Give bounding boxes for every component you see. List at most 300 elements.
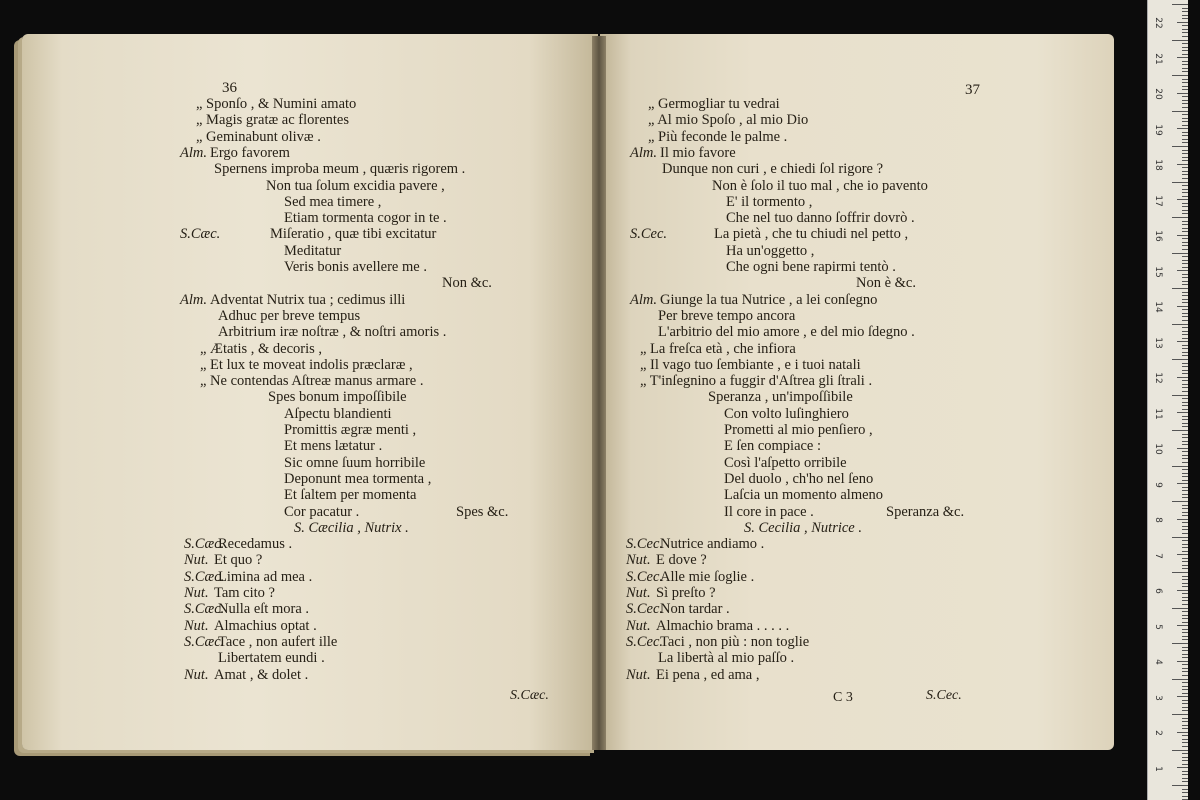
ruler-tick	[1182, 451, 1188, 452]
ruler-tick	[1172, 572, 1188, 573]
ruler-tick	[1182, 547, 1188, 548]
ruler-tick	[1182, 611, 1188, 612]
ruler-tick	[1182, 313, 1188, 314]
speaker-label: Alm.	[180, 144, 207, 161]
ruler-tick	[1182, 68, 1188, 69]
text-line: „ Il vago tuo ſembiante , e i tuoi natali	[640, 356, 861, 373]
text-line: Deponunt mea tormenta ,	[284, 470, 432, 487]
ruler-tick	[1182, 508, 1188, 509]
ruler-tick	[1182, 512, 1188, 513]
ruler-tick	[1182, 437, 1188, 438]
ruler-tick	[1182, 707, 1188, 708]
page-number: 36	[222, 80, 237, 96]
ruler-tick	[1182, 647, 1188, 648]
ruler-tick	[1182, 551, 1188, 552]
ruler-tick	[1172, 750, 1188, 751]
ruler-tick	[1182, 160, 1188, 161]
ruler-tick	[1177, 696, 1188, 697]
ruler-label: 19	[1153, 123, 1163, 136]
speaker-label: Nut.	[184, 617, 209, 634]
ruler-tick	[1182, 18, 1188, 19]
text-line: „ Geminabunt olivæ .	[196, 128, 321, 145]
ruler-tick	[1182, 654, 1188, 655]
ruler-label: 15	[1153, 265, 1163, 278]
page-number: 37	[965, 82, 980, 98]
text-line: Meditatur	[284, 242, 342, 259]
text-line: Alle mie ſoglie .	[660, 568, 755, 585]
text-line: „ T'inſegnino a fuggir d'Aſtrea gli ſtrali .	[640, 373, 873, 390]
ruler-tick	[1182, 689, 1188, 690]
text-line: La pietà , che tu chiudi nel petto ,	[714, 226, 909, 243]
text-line: „ Sponſo , & Numini amato	[196, 96, 357, 112]
ruler-tick	[1182, 64, 1188, 65]
ruler-tick	[1182, 458, 1188, 459]
ruler-tick	[1182, 774, 1188, 775]
ruler-tick	[1182, 242, 1188, 243]
ruler-tick	[1182, 671, 1188, 672]
ruler-tick	[1172, 679, 1188, 680]
ruler-tick	[1182, 426, 1188, 427]
catchword: S.Cec.	[926, 688, 962, 703]
ruler-tick	[1182, 615, 1188, 616]
speaker-label: S.Cec.	[630, 226, 668, 243]
ruler-tick	[1182, 213, 1188, 214]
ruler-tick	[1177, 625, 1188, 626]
ruler-tick	[1172, 288, 1188, 289]
ruler-tick	[1182, 135, 1188, 136]
text-line: E dove ?	[656, 552, 707, 569]
ruler-tick	[1172, 466, 1188, 467]
ruler-tick	[1172, 253, 1188, 254]
ruler-tick	[1182, 118, 1188, 119]
ruler-tick	[1182, 416, 1188, 417]
ruler-tick	[1182, 529, 1188, 530]
ruler-tick	[1182, 25, 1188, 26]
ruler-tick	[1177, 270, 1188, 271]
ruler-tick	[1172, 537, 1188, 538]
ruler-label: 20	[1153, 88, 1163, 100]
ruler-tick	[1182, 89, 1188, 90]
ruler-tick	[1182, 544, 1188, 545]
ruler-tick	[1182, 100, 1188, 101]
text-line: Giunge la tua Nutrice , a lei conſegno	[660, 291, 878, 308]
ruler-tick	[1182, 86, 1188, 87]
refrain-cue: Speranza &c.	[886, 503, 965, 520]
text-line: Non tua ſolum excidia pavere ,	[266, 177, 445, 194]
ruler-tick	[1182, 384, 1188, 385]
ruler-tick	[1182, 54, 1188, 55]
ruler-tick	[1182, 96, 1188, 97]
ruler-tick	[1172, 395, 1188, 396]
text-line: Promittis ægræ menti ,	[284, 422, 417, 438]
speaker-label: Alm.	[630, 144, 657, 161]
ruler-tick	[1182, 604, 1188, 605]
ruler-tick	[1182, 29, 1188, 30]
ruler-tick	[1172, 430, 1188, 431]
ruler-tick	[1182, 15, 1188, 16]
text-line: Così l'aſpetto orribile	[724, 454, 847, 471]
ruler-tick	[1182, 284, 1188, 285]
text-line: Cor pacatur .	[284, 503, 360, 520]
signature-mark: C 3	[833, 690, 853, 705]
ruler-tick	[1182, 568, 1188, 569]
text-line: Dunque non curi , e chiedi ſol rigore ?	[662, 161, 884, 178]
ruler-tick	[1182, 121, 1188, 122]
ruler-tick	[1182, 739, 1188, 740]
text-line: L'arbitrio del mio amore , e del mio ſdegno .	[658, 324, 915, 341]
ruler-tick	[1182, 565, 1188, 566]
ruler-tick	[1172, 643, 1188, 644]
ruler-label: 6	[1153, 588, 1163, 594]
ruler-tick	[1177, 199, 1188, 200]
ruler-tick	[1182, 639, 1188, 640]
ruler-tick	[1182, 533, 1188, 534]
ruler-tick	[1182, 260, 1188, 261]
speaker-label: Alm.	[180, 291, 207, 308]
ruler-tick	[1182, 203, 1188, 204]
ruler-tick	[1182, 292, 1188, 293]
left-page	[22, 34, 598, 750]
ruler-tick	[1182, 792, 1188, 793]
ruler-tick	[1182, 185, 1188, 186]
text-line: S. Cæcilia , Nutrix .	[294, 519, 409, 536]
ruler-tick	[1182, 494, 1188, 495]
ruler-label: 7	[1153, 552, 1163, 559]
ruler-tick	[1182, 309, 1188, 310]
ruler-tick	[1182, 710, 1188, 711]
speaker-label: S.Cæc.	[184, 601, 225, 618]
speaker-label: Alm.	[630, 291, 657, 308]
speaker-label: Nut.	[184, 666, 209, 683]
ruler-tick	[1182, 497, 1188, 498]
ruler-tick	[1182, 781, 1188, 782]
ruler-tick	[1182, 398, 1188, 399]
ruler-tick	[1182, 725, 1188, 726]
ruler-label: 3	[1153, 694, 1163, 701]
ruler-tick	[1182, 757, 1188, 758]
text-line: „ Germogliar tu vedrai	[648, 96, 780, 112]
text-line: Che nel tuo danno ſoffrir dovrò .	[726, 210, 915, 227]
ruler-tick	[1182, 778, 1188, 779]
ruler-tick	[1172, 40, 1188, 41]
text-line: Per breve tempo ancora	[658, 307, 796, 324]
text-line: Amat , & dolet .	[214, 666, 309, 683]
ruler-tick	[1182, 576, 1188, 577]
ruler-tick	[1182, 600, 1188, 601]
ruler-tick	[1182, 522, 1188, 523]
ruler-tick	[1182, 345, 1188, 346]
ruler-tick	[1172, 217, 1188, 218]
ruler-tick	[1182, 622, 1188, 623]
ruler-tick	[1172, 146, 1188, 147]
ruler-label: 14	[1153, 301, 1163, 313]
text-line: Nutrice andiamo .	[660, 536, 765, 553]
text-line: Adventat Nutrix tua ; cedimus illi	[210, 291, 406, 308]
ruler-tick	[1182, 221, 1188, 222]
ruler-tick	[1182, 125, 1188, 126]
ruler-tick	[1182, 139, 1188, 140]
ruler-tick	[1172, 182, 1188, 183]
ruler-tick	[1177, 554, 1188, 555]
ruler-tick	[1182, 249, 1188, 250]
ruler-tick	[1182, 593, 1188, 594]
ruler-tick	[1182, 693, 1188, 694]
speaker-label: S.Cec.	[626, 601, 664, 618]
ruler-tick	[1182, 334, 1188, 335]
speaker-label: S.Cæc.	[184, 633, 225, 650]
speaker-label: S.Cec.	[626, 633, 664, 650]
text-line: Del duolo , ch'ho nel ſeno	[724, 470, 874, 487]
ruler-tick	[1182, 419, 1188, 420]
text-line: Tace , non aufert ille	[218, 633, 338, 650]
ruler-tick	[1182, 402, 1188, 403]
ruler-tick	[1182, 79, 1188, 80]
ruler-tick	[1182, 238, 1188, 239]
text-line: E' il tormento ,	[726, 193, 813, 210]
ruler-tick	[1177, 377, 1188, 378]
text-line: Il core in pace .	[724, 503, 814, 520]
ruler-tick	[1182, 742, 1188, 743]
ruler-tick	[1182, 327, 1188, 328]
ruler-tick	[1182, 476, 1188, 477]
text-line: Ei pena , ed ama ,	[656, 666, 760, 683]
ruler-tick	[1182, 700, 1188, 701]
ruler-tick	[1182, 331, 1188, 332]
ruler-tick	[1182, 473, 1188, 474]
ruler-tick	[1182, 764, 1188, 765]
text-line: Recedamus .	[218, 536, 293, 553]
ruler-tick	[1182, 348, 1188, 349]
speaker-label: S.Cæc.	[184, 536, 225, 553]
ruler-tick	[1182, 391, 1188, 392]
ruler-tick	[1182, 366, 1188, 367]
text-line: Speranza , un'impoſſibile	[708, 389, 853, 406]
ruler-tick	[1182, 423, 1188, 424]
text-line: Et ſaltem per momenta	[284, 487, 417, 504]
text-line: Limina ad mea .	[218, 568, 313, 585]
ruler-tick	[1182, 355, 1188, 356]
ruler-tick	[1182, 82, 1188, 83]
text-line: Non è ſolo il tuo mal , che io pavento	[712, 177, 928, 194]
ruler-tick	[1182, 274, 1188, 275]
ruler-tick	[1182, 682, 1188, 683]
ruler-label: 2	[1153, 730, 1163, 736]
ruler-label: 18	[1153, 159, 1163, 171]
ruler-tick	[1182, 71, 1188, 72]
ruler-tick	[1177, 164, 1188, 165]
ruler-tick	[1182, 728, 1188, 729]
text-line: Et mens lætatur .	[284, 438, 383, 455]
ruler-tick	[1177, 483, 1188, 484]
ruler-label: 5	[1153, 623, 1163, 630]
text-line: Che ogni bene rapirmi tentò .	[726, 259, 896, 275]
ruler-tick	[1177, 306, 1188, 307]
ruler-tick	[1182, 142, 1188, 143]
text-line: Il mio favore	[660, 144, 736, 161]
ruler-label: 13	[1153, 336, 1163, 349]
refrain-cue: Spes &c.	[456, 503, 509, 520]
ruler-tick	[1182, 664, 1188, 665]
ruler-tick	[1182, 171, 1188, 172]
text-line: Miſeratio , quæ tibi excitatur	[270, 226, 437, 243]
ruler-tick	[1182, 515, 1188, 516]
text-line: E ſen compiace :	[724, 438, 822, 455]
ruler-tick	[1182, 178, 1188, 179]
ruler-tick	[1182, 153, 1188, 154]
text-line: „ La freſca età , che infiora	[640, 340, 796, 357]
text-line: Spes bonum impoſſibile	[268, 389, 407, 406]
text-line: „ Et lux te moveat indolis præclaræ ,	[200, 356, 413, 373]
text-line: „ Ætatis , & decoris ,	[200, 340, 323, 357]
ruler-tick	[1182, 796, 1188, 797]
ruler-tick	[1182, 281, 1188, 282]
ruler-tick	[1182, 338, 1188, 339]
ruler-tick	[1177, 22, 1188, 23]
ruler-label: 12	[1153, 372, 1163, 384]
ruler-tick	[1172, 501, 1188, 502]
ruler-tick	[1182, 267, 1188, 268]
ruler-tick	[1182, 206, 1188, 207]
ruler-tick	[1182, 490, 1188, 491]
ruler-tick	[1182, 753, 1188, 754]
ruler-tick	[1182, 462, 1188, 463]
ruler-tick	[1172, 75, 1188, 76]
ruler-tick	[1182, 103, 1188, 104]
ruler-tick	[1177, 128, 1188, 129]
ruler-tick	[1182, 632, 1188, 633]
text-line: „ Magis gratæ ac florentes	[196, 112, 350, 129]
text-line: „ Più feconde le palme .	[648, 128, 788, 145]
speaker-label: Nut.	[626, 585, 651, 601]
ruler-tick	[1182, 668, 1188, 669]
text-line: La libertà al mio paſſo .	[658, 650, 795, 667]
measuring-ruler	[1147, 0, 1188, 800]
ruler-tick	[1182, 228, 1188, 229]
text-line: Nulla eſt mora .	[218, 601, 310, 618]
text-line: Aſpectu blandienti	[284, 405, 392, 422]
ruler-tick	[1182, 746, 1188, 747]
ruler-tick	[1182, 157, 1188, 158]
ruler-tick	[1177, 93, 1188, 94]
ruler-tick	[1182, 132, 1188, 133]
ruler-tick	[1182, 196, 1188, 197]
text-line: Spernens improba meum , quæris rigorem .	[214, 161, 466, 178]
ruler-tick	[1182, 363, 1188, 364]
ruler-tick	[1172, 785, 1188, 786]
ruler-tick	[1182, 441, 1188, 442]
ruler-label: 16	[1153, 230, 1163, 242]
ruler-label: 21	[1153, 52, 1163, 65]
text-line: Ergo favorem	[210, 144, 290, 161]
ruler-tick	[1177, 57, 1188, 58]
ruler-tick	[1182, 487, 1188, 488]
text-line: Adhuc per breve tempus	[218, 307, 361, 324]
ruler-tick	[1182, 480, 1188, 481]
ruler-tick	[1182, 263, 1188, 264]
text-line: Non tardar .	[660, 601, 730, 618]
ruler-tick	[1182, 703, 1188, 704]
ruler-tick	[1182, 586, 1188, 587]
ruler-label: 11	[1153, 407, 1163, 420]
ruler-label: 17	[1153, 194, 1163, 207]
ruler-tick	[1182, 526, 1188, 527]
ruler-tick	[1182, 50, 1188, 51]
text-line: Non &c.	[442, 275, 492, 292]
ruler-tick	[1182, 36, 1188, 37]
ruler-tick	[1182, 295, 1188, 296]
ruler-tick	[1182, 256, 1188, 257]
ruler-tick	[1182, 405, 1188, 406]
text-line: Laſcia un momento almeno	[724, 487, 884, 504]
text-line: S. Cecilia , Nutrice .	[744, 519, 862, 536]
ruler-tick	[1182, 210, 1188, 211]
ruler-tick	[1182, 302, 1188, 303]
ruler-tick	[1182, 8, 1188, 9]
ruler-tick	[1182, 444, 1188, 445]
ruler-tick	[1172, 324, 1188, 325]
ruler-tick	[1182, 114, 1188, 115]
ruler-tick	[1182, 675, 1188, 676]
ruler-tick	[1182, 409, 1188, 410]
text-line: Arbitrium iræ noſtræ , & noſtri amoris .	[218, 324, 447, 341]
ruler-tick	[1182, 657, 1188, 658]
speaker-label: S.Cec.	[626, 568, 664, 585]
ruler-tick	[1182, 224, 1188, 225]
ruler-tick	[1172, 608, 1188, 609]
ruler-tick	[1172, 359, 1188, 360]
speaker-label: Nut.	[626, 617, 651, 634]
text-line: Libertatem eundi .	[218, 650, 325, 667]
ruler-label: 8	[1153, 517, 1163, 523]
ruler-tick	[1172, 714, 1188, 715]
ruler-tick	[1182, 277, 1188, 278]
ruler-tick	[1182, 561, 1188, 562]
ruler-label: 4	[1153, 659, 1163, 665]
text-line: Con volto luſinghiero	[724, 405, 849, 422]
ruler-tick	[1177, 235, 1188, 236]
ruler-tick	[1177, 732, 1188, 733]
right-page	[600, 34, 1114, 750]
ruler-tick	[1182, 540, 1188, 541]
text-line: Almachio brama . . . . .	[656, 617, 790, 634]
ruler-label: 1	[1153, 765, 1163, 772]
text-line: Et quo ?	[214, 552, 263, 569]
ruler-tick	[1182, 387, 1188, 388]
text-line: Veris bonis avellere me .	[284, 259, 427, 275]
ruler-tick	[1177, 519, 1188, 520]
ruler-tick	[1182, 380, 1188, 381]
ruler-label: 10	[1153, 443, 1163, 455]
ruler-tick	[1182, 597, 1188, 598]
ruler-tick	[1182, 299, 1188, 300]
text-line: Tam cito ?	[214, 585, 275, 601]
ruler-label: 22	[1153, 17, 1163, 29]
ruler-tick	[1182, 150, 1188, 151]
ruler-tick	[1182, 43, 1188, 44]
ruler-tick	[1177, 661, 1188, 662]
ruler-tick	[1182, 167, 1188, 168]
speaker-label: Nut.	[626, 666, 651, 683]
text-line: Almachius optat .	[214, 617, 317, 634]
ruler-tick	[1182, 618, 1188, 619]
ruler-tick	[1177, 448, 1188, 449]
text-line: „ Ne contendas Aſtreæ manus armare .	[200, 373, 424, 390]
ruler-tick	[1182, 316, 1188, 317]
text-line: Etiam tormenta cogor in te .	[284, 210, 447, 227]
ruler-tick	[1182, 760, 1188, 761]
ruler-tick	[1182, 789, 1188, 790]
ruler-tick	[1182, 686, 1188, 687]
